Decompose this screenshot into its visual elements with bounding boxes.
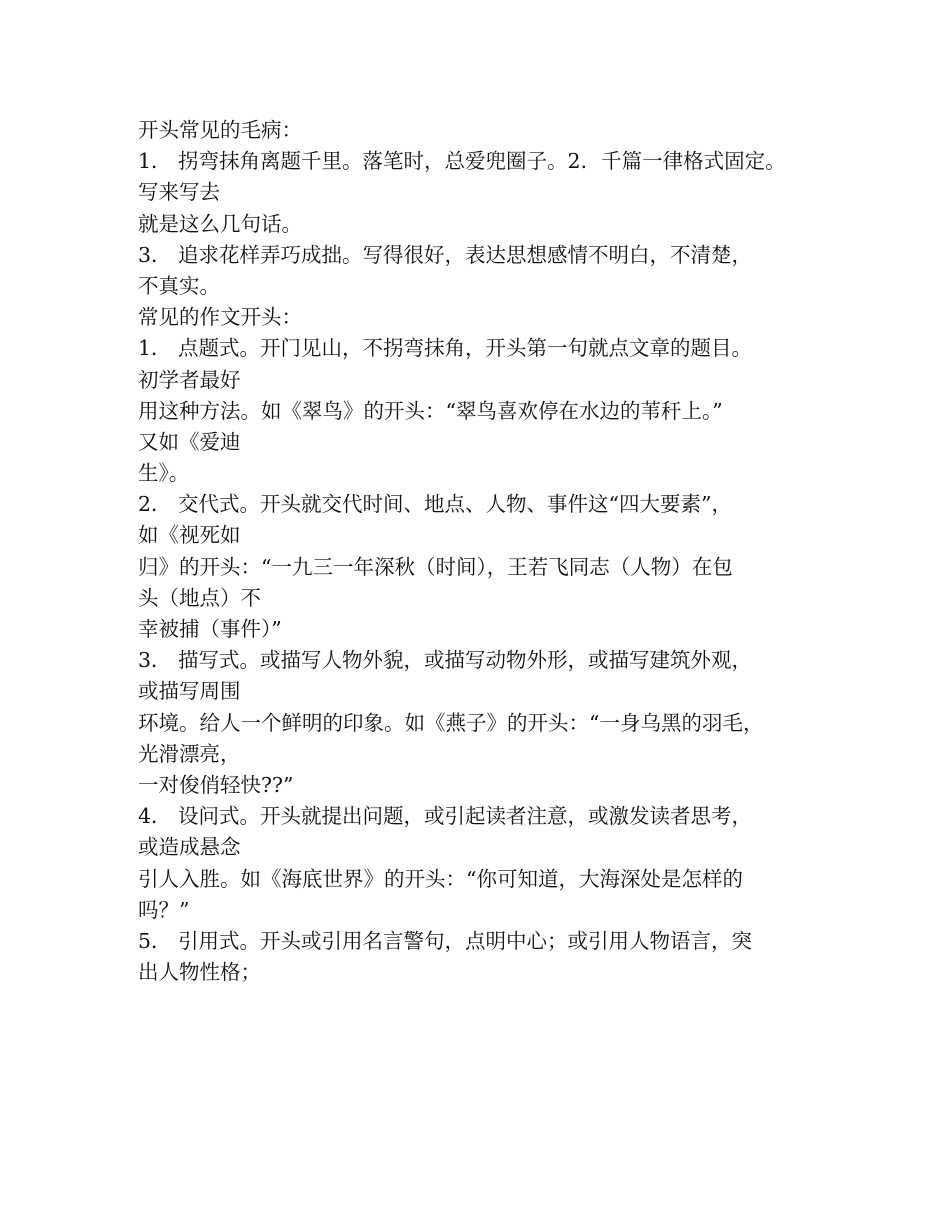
text-line: 或描写周围: [138, 679, 241, 704]
text-line: 光滑漂亮，: [138, 741, 241, 766]
document-body: [138, 115, 838, 988]
text-line: 常见的作文开头：: [138, 305, 302, 330]
text-line: 生》。: [138, 461, 190, 486]
text-line: 头（地点）不: [138, 585, 261, 610]
text-line: 1． 拐弯抹角离题千里。落笔时，总爱兜圈子。2．千篇一律格式固定。: [138, 149, 786, 174]
text-line: 幸被捕（事件）”: [138, 617, 282, 641]
text-line: 初学者最好: [138, 367, 241, 392]
text-line: 引人入胜。如《海底世界》的开头：“你可知道，大海深处是怎样的: [138, 866, 743, 891]
text-line: 就是这么几句话。: [138, 211, 302, 236]
text-line: 出人物性格；: [138, 960, 261, 985]
text-line: 用这种方法。如《翠鸟》的开头：“翠鸟喜欢停在水边的苇秆上。”: [138, 398, 723, 423]
text-line: 环境。给人一个鲜明的印象。如《燕子》的开头：“一身乌黑的羽毛，: [138, 710, 764, 735]
text-line: 3． 追求花样弄巧成拙。写得很好，表达思想感情不明白，不清楚，: [138, 242, 753, 267]
text-line: 一对俊俏轻快??”: [138, 772, 294, 797]
text-line: 如《视死如: [138, 523, 241, 548]
text-line: 或造成悬念: [138, 835, 241, 860]
text-line: 5． 引用式。开头或引用名言警句，点明中心；或引用人物语言，突: [138, 928, 753, 953]
text-line: 开头常见的毛病：: [138, 118, 302, 142]
text-line: 又如《爱迪: [138, 429, 241, 454]
text-line: 4． 设问式。开头就提出问题，或引起读者注意，或激发读者思考，: [138, 804, 753, 829]
text-line: 写来写去: [138, 180, 220, 205]
text-line: 1． 点题式。开门见山，不拐弯抹角，开头第一句就点文章的题目。: [138, 336, 753, 361]
text-line: 3． 描写式。或描写人物外貌，或描写动物外形，或描写建筑外观，: [138, 648, 753, 673]
text-line: 2． 交代式。开头就交代时间、地点、人物、事件这“四大要素”，: [138, 492, 733, 517]
text-line: 不真实。: [138, 273, 220, 298]
text-line: 归》的开头：“一九三一年深秋（时间），王若飞同志（人物）在包: [138, 554, 733, 579]
text-line: 吗？”: [138, 897, 190, 922]
